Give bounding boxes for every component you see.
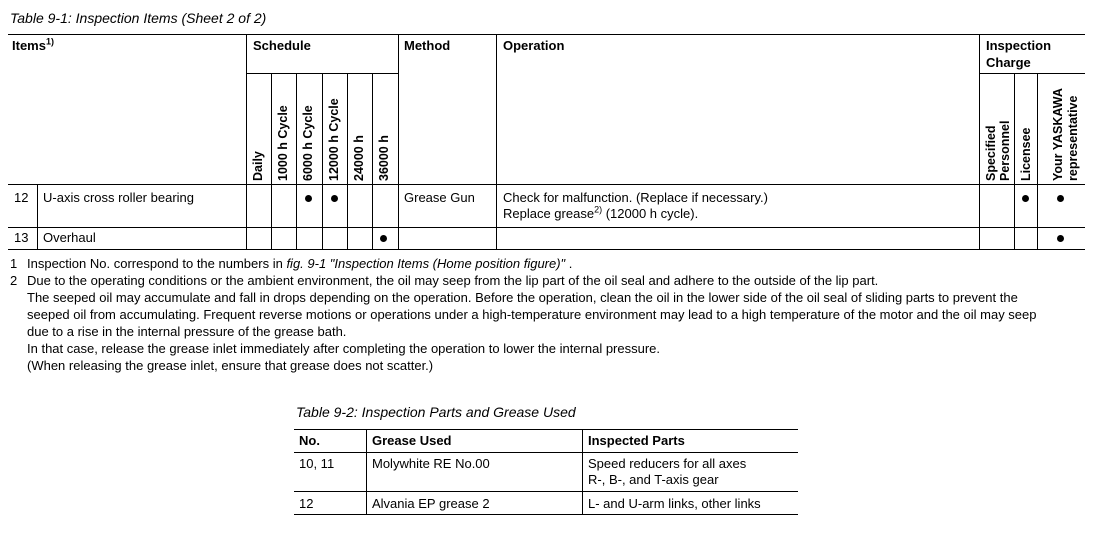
table2-row1-no: 10, 11 bbox=[299, 456, 335, 471]
row12-operation-line1: Check for malfunction. (Replace if necessary.) bbox=[503, 190, 768, 205]
row13-no: 13 bbox=[14, 230, 29, 245]
header-items: Items$^{1)}$ bbox=[12, 36, 54, 53]
row12-method: Grease Gun bbox=[404, 190, 475, 205]
col-divider bbox=[979, 34, 980, 249]
table1-row-border bbox=[8, 227, 1085, 228]
footnote-1-number: 1 bbox=[10, 256, 18, 271]
row12-mark-12000h bbox=[331, 195, 338, 202]
schedule-col-12000h: 12000 h Cycle bbox=[327, 98, 341, 181]
table2-top-border bbox=[294, 429, 798, 430]
table2-row2-grease: Alvania EP grease 2 bbox=[372, 496, 490, 511]
footnote-2-line: seeped oil from accumulating. Frequent reverse motions or operations under a high-temperature environment may lead to a high temperature of the motor and the oil may seep bbox=[27, 307, 1037, 322]
schedule-col-36000h: 36000 h bbox=[377, 135, 391, 181]
footnote-2-line: In that case, release the grease inlet immediately after completing the operation to lower the internal pressure. bbox=[27, 341, 661, 356]
schedule-col-daily: Daily bbox=[251, 151, 265, 181]
header-method: Method bbox=[404, 38, 451, 53]
header-inspection-charge: Inspection bbox=[986, 38, 1052, 53]
row12-operation-line2: Replace grease$^{2)}$ (12000 h cycle). bbox=[503, 204, 699, 221]
col-divider bbox=[496, 34, 497, 249]
col-divider bbox=[1037, 73, 1038, 249]
header-operation: Operation bbox=[503, 38, 565, 53]
footnote-2-line: due to a rise in the internal pressure of the grease bath. bbox=[27, 324, 347, 339]
schedule-col-6000h: 6000 h Cycle bbox=[301, 105, 315, 181]
table2-row1-parts: Speed reducers for all axes bbox=[588, 456, 747, 471]
table2-header-parts: Inspected Parts bbox=[588, 433, 685, 448]
table2-row2-no: 12 bbox=[299, 496, 314, 511]
table1-caption: Table 9-1: Inspection Items (Sheet 2 of 2) bbox=[10, 10, 267, 26]
table1-top-border bbox=[8, 34, 1085, 35]
footnote-2-line: Due to the operating conditions or the ambient environment, the oil may seep from the lip part of the oil seal and adhere to the outside of the lip part. bbox=[27, 273, 879, 288]
col-divider bbox=[246, 34, 247, 249]
charge-sub-border bbox=[979, 73, 1085, 74]
row13-item: Overhaul bbox=[43, 230, 96, 245]
table1-bottom-border bbox=[8, 249, 1085, 250]
table2-bottom-border bbox=[294, 514, 798, 515]
col-divider bbox=[322, 73, 323, 249]
charge-col-yaskawa: Your YASKAWA bbox=[1051, 88, 1065, 181]
table1-header-border bbox=[8, 184, 1085, 185]
footnote-1: Inspection No. correspond to the numbers in fig. 9-1 "Inspection Items (Home position figure)" . bbox=[27, 256, 573, 271]
row12-mark-6000h bbox=[305, 195, 312, 202]
col-divider bbox=[271, 73, 272, 249]
row13-mark-yaskawa bbox=[1057, 235, 1064, 242]
row12-item: U-axis cross roller bearing bbox=[43, 190, 194, 205]
header-schedule: Schedule bbox=[253, 38, 311, 53]
charge-col-representative: representative bbox=[1066, 95, 1080, 181]
row12-mark-yaskawa bbox=[1057, 195, 1064, 202]
table2-row2-parts: L- and U-arm links, other links bbox=[588, 496, 761, 511]
footnote-2-number: 2 bbox=[10, 273, 18, 288]
table2-header-grease: Grease Used bbox=[372, 433, 452, 448]
table2-row-border bbox=[294, 491, 798, 492]
col-divider bbox=[582, 429, 583, 515]
schedule-col-24000h: 24000 h bbox=[352, 135, 366, 181]
col-divider bbox=[347, 73, 348, 249]
col-divider bbox=[1014, 73, 1015, 249]
col-divider bbox=[372, 73, 373, 249]
col-divider bbox=[37, 184, 38, 249]
charge-col-specified: Specified bbox=[984, 125, 998, 181]
table2-header-no: No. bbox=[299, 433, 320, 448]
col-divider bbox=[366, 429, 367, 515]
row12-no: 12 bbox=[14, 190, 29, 205]
table2-row1-grease: Molywhite RE No.00 bbox=[372, 456, 490, 471]
col-divider bbox=[398, 34, 399, 249]
table2-header-border bbox=[294, 452, 798, 453]
charge-col-licensee: Licensee bbox=[1019, 127, 1033, 181]
charge-col-personnel: Personnel bbox=[998, 120, 1012, 181]
footnote-2-line: (When releasing the grease inlet, ensure that grease does not scatter.) bbox=[27, 358, 434, 373]
footnote-2-line: The seeped oil may accumulate and fall in drops depending on the operation. Before the operation, clean the oil in the lower side of the oil seal of sliding parts to prevent the bbox=[27, 290, 1018, 305]
row13-mark-36000h bbox=[380, 235, 387, 242]
col-divider bbox=[296, 73, 297, 249]
table2-row1-parts: R-, B-, and T-axis gear bbox=[588, 472, 719, 487]
schedule-col-1000h: 1000 h Cycle bbox=[276, 105, 290, 181]
row12-mark-licensee bbox=[1022, 195, 1029, 202]
table2-caption: Table 9-2: Inspection Parts and Grease Used bbox=[296, 404, 576, 420]
header-inspection-charge: Charge bbox=[986, 55, 1031, 70]
